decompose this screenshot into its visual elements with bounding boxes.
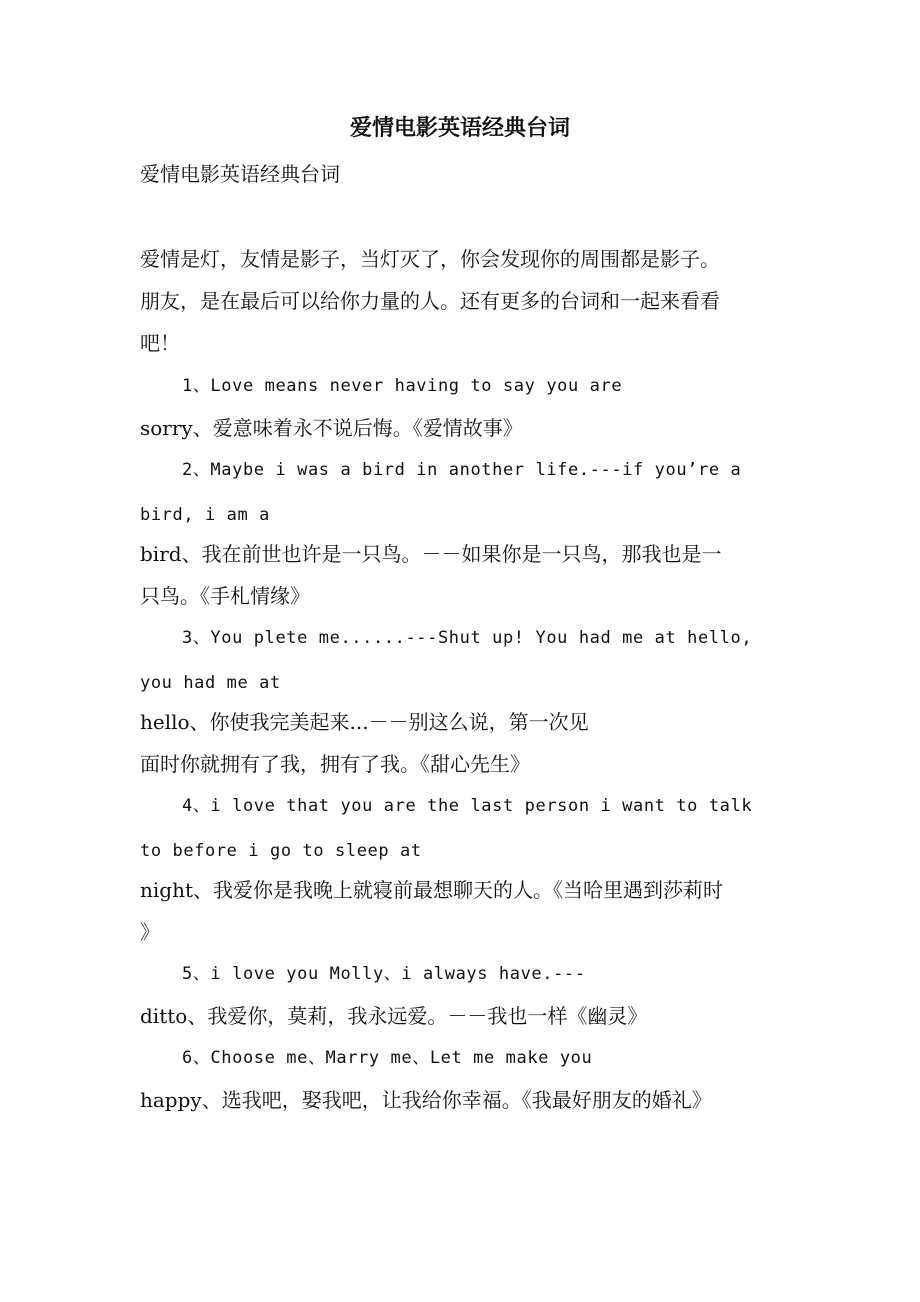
intro-line-2: 朋友，是在最后可以给你力量的人。还有更多的台词和一起来看看 — [140, 289, 720, 313]
document-subtitle: 爱情电影英语经典台词 — [140, 162, 340, 186]
intro-line-1: 爱情是灯，友情是影子，当灯灭了，你会发现你的周围都是影子。 — [140, 247, 720, 271]
quote-2-line-2: bird, i am a — [140, 505, 271, 525]
quote-3-line-4: 面时你就拥有了我，拥有了我。《甜心先生》 — [140, 752, 530, 776]
quote-3-line-2: you had me at — [140, 673, 281, 693]
quote-5-line-1: 5、i love you Molly、i always have.--- — [182, 964, 586, 984]
intro-line-3: 吧！ — [140, 331, 180, 355]
quote-2-line-3: bird、我在前世也许是一只鸟。－－如果你是一只鸟，那我也是一 — [140, 542, 722, 566]
quote-3-line-3: hello、你使我完美起来...－－别这么说，第一次见 — [140, 710, 589, 734]
quote-2-line-1: 2、Maybe i was a bird in another life.---if you’re a — [182, 460, 742, 480]
quote-4-line-3: night、我爱你是我晚上就寝前最想聊天的人。《当哈里遇到莎莉时 — [140, 878, 723, 902]
quote-2-line-4: 只鸟。《手札情缘》 — [140, 584, 310, 608]
quote-1-line-2: sorry、爱意味着永不说后悔。《爱情故事》 — [140, 416, 523, 440]
quote-4-line-4: 》 — [140, 920, 160, 944]
quote-5-line-2: ditto、我爱你，莫莉，我永远爱。－－我也一样《幽灵》 — [140, 1004, 648, 1028]
quote-6-line-1: 6、Choose me、Marry me、Let me make you — [182, 1048, 593, 1068]
quote-3-line-1: 3、You plete me......---Shut up! You had me at hello, — [182, 628, 753, 648]
quote-4-line-1: 4、i love that you are the last person i want to talk — [182, 796, 753, 816]
quote-6-line-2: happy、选我吧，娶我吧，让我给你幸福。《我最好朋友的婚礼》 — [140, 1088, 712, 1112]
quote-1-line-1: 1、Love means never having to say you are — [182, 376, 623, 396]
quote-4-line-2: to before i go to sleep at — [140, 841, 422, 861]
document-title: 爱情电影英语经典台词 — [349, 115, 570, 141]
